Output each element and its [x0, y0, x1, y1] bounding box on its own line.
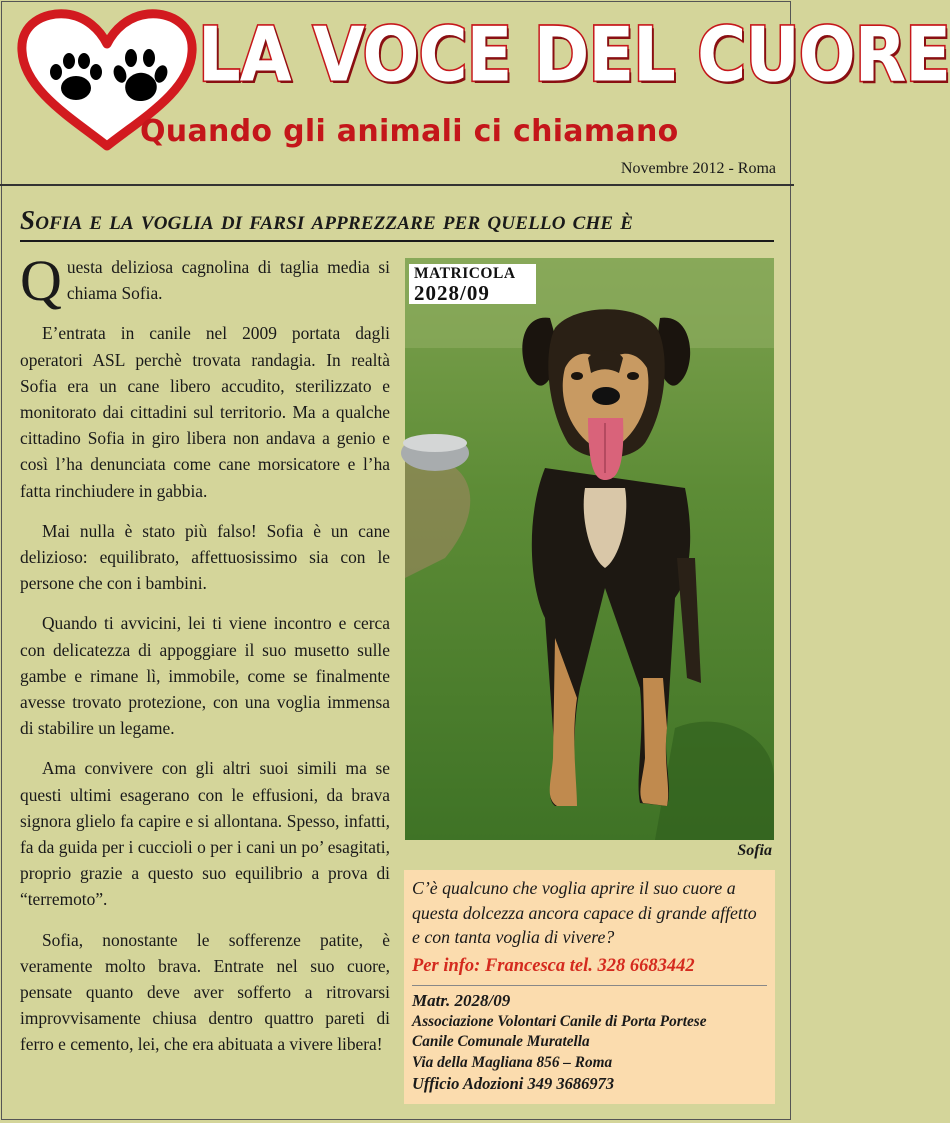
tagline: Quando gli animali ci chiamano	[140, 114, 679, 149]
header	[0, 0, 950, 185]
drop-cap: Q	[20, 248, 62, 313]
info-divider	[412, 985, 767, 986]
title-underline	[20, 240, 774, 242]
dateline: Novembre 2012 - Roma	[620, 160, 776, 177]
matricola-number: 2028/09	[414, 281, 490, 305]
masthead-title: LA VOCE DEL CUORE	[198, 11, 950, 99]
article-body	[20, 248, 390, 1072]
dog-photo	[405, 258, 774, 840]
matr-number: Matr. 2028/09	[412, 990, 511, 1010]
paragraph: Quando ti avvicini, lei ti viene incontro e cerca con delicatezza di appoggiare il suo musetto sulle gambe e rimane lì, immobile, come se finalmente avesse trovato protezione, con una voglia immensa di stabilire un legame.	[20, 613, 390, 739]
paragraph	[20, 248, 390, 313]
canile-name: Canile Comunale Muratella	[412, 1033, 590, 1050]
paragraph: Mai nulla è stato più falso! Sofia è un cane delizioso: equilibrato, affettuosissimo sia con le persone che con i bambini.	[20, 520, 390, 594]
adoption-office-phone: Ufficio Adozioni 349 3686973	[412, 1074, 615, 1093]
matricola-label: MATRICOLA	[414, 265, 516, 282]
adoption-question: C’è qualcuno che voglia aprire il suo cuore a questa dolcezza ancora capace di grande affetto e con tanta voglia di vivere?	[412, 878, 757, 947]
association-details	[412, 990, 767, 1096]
adoption-info-box	[404, 870, 775, 1104]
dog-illustration	[405, 258, 774, 840]
paragraph: E’entrata in canile nel 2009 portata dagli operatori ASL perchè trovata randagia. In realtà Sofia era un cane libero accudito, sterilizzato e monitorato dai cittadini sul territorio. Ma a qualche cittadino Sofia in giro libera non andava a genio e così l’ha denunciata come cane morsicatore e l’ha fatta rinchiudere in gabbia.	[20, 323, 390, 501]
article-title: Sofia e la voglia di farsi apprezzare per quello che è	[20, 205, 634, 235]
paragraph-text: uesta deliziosa cagnolina di taglia media si chiama Sofia.	[66, 257, 390, 304]
header-divider	[0, 184, 794, 186]
contact-info: Per info: Francesca tel. 328 6683442	[412, 955, 695, 976]
paragraph: Sofia, nonostante le sofferenze patite, è veramente molto brava. Entrate nel suo cuore, pensate quanto deve aver sofferto a ritrovarsi improvvisamente chiusa dentro quattro pareti di ferro e cemento, lei, che era abituata a vivere libera!	[20, 929, 390, 1055]
address: Via della Magliana 856 – Roma	[412, 1053, 613, 1071]
photo-caption: Sofia	[737, 842, 772, 859]
matricola-label-box	[409, 264, 536, 304]
association-name: Associazione Volontari Canile di Porta Portese	[412, 1012, 707, 1030]
paragraph: Ama convivere con gli altri suoi simili ma se questi ultimi esagerano con le effusioni, da brava signora glielo fa capire e si allontana. Spesso, infatti, fa da guida per i cuccioli o per i cani un po’ esagitati, proprio grazie a questo suo equilibrio a prova di “terremoto”.	[20, 758, 390, 910]
